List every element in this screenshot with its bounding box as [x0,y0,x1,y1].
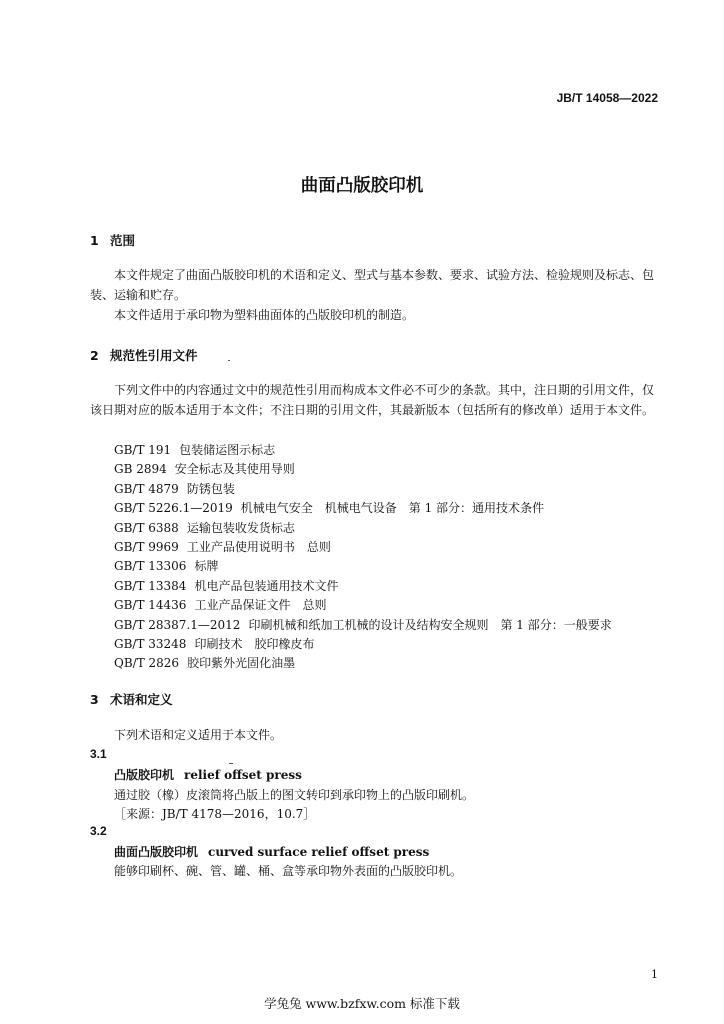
terms-intro: 下列术语和定义适用于本文件。 [114,728,283,742]
reference-code: GB/T 5226.1—2019 [114,501,233,516]
reference-item [114,654,612,673]
reference-title: 机电产品包装通用技术文件 [194,578,339,593]
reference-title: 包装储运图示标志 [179,443,276,457]
reference-code: GB/T 191 [114,443,172,457]
reference-code: QB/T 2826 [114,656,180,671]
document-title: 曲面凸版胶印机 [300,176,424,196]
scope-body [90,265,659,325]
scan-speck [228,360,230,361]
term-zh: 凸版胶印机 [114,768,175,782]
reference-item [114,596,612,615]
reference-title: 工业产品使用说明书 总则 [186,539,331,554]
reference-code: GB/T 13306 [114,559,187,574]
reference-code: GB 2894 [114,462,167,477]
reference-title: 运输包装收发货标志 [186,520,295,535]
term-entry [114,766,302,783]
reference-code: GB/T 4879 [114,481,179,496]
term-zh: 曲面凸版胶印机 [114,845,199,859]
reference-code: GB/T 13384 [114,578,187,593]
reference-item [114,635,612,654]
reference-title: 防锈包装 [186,481,235,496]
references-intro [90,380,659,420]
reference-code: GB/T 28387.1—2012 [114,617,241,632]
reference-item [114,460,612,479]
term-en: curved surface relief offset press [208,845,430,859]
paragraph: 下列文件中的内容通过文中的规范性引用而构成本文件必不可少的条款。其中，注日期的引用文件，仅该日期对应的版本适用于本文件；不注日期的引用文件，其最新版本（包括所有的修改单）适用于本文件。 [90,383,655,417]
term-definition: 通过胶（橡）皮滚筒将凸版上的图文转印到承印物上的凸版印刷机。 [114,788,475,802]
reference-list [114,441,612,674]
term-number: 3.2 [90,824,107,838]
paragraph: 本文件规定了曲面凸版胶印机的术语和定义、型式与基本参数、要求、试验方法、检验规则及标志、包装、运输和贮存。 [90,268,655,302]
term-number: 3.1 [90,747,107,761]
section-heading-normative-references [90,346,198,364]
section-number: 3 [90,692,99,707]
section-title: 范围 [110,233,136,248]
reference-item [114,519,612,538]
term-entry [114,843,429,860]
section-number: 2 [90,348,99,363]
reference-code: GB/T 9969 [114,539,179,554]
term-source: ［来源：JB/T 4178—2016，10.7］ [114,807,316,821]
reference-title: 机械电气安全 机械电气设备 第 1 部分：通用技术条件 [240,501,545,516]
term-en: relief offset press [184,768,302,782]
section-title: 规范性引用文件 [110,348,198,363]
section-title: 术语和定义 [110,692,173,707]
reference-title: 安全标志及其使用导则 [174,462,295,477]
reference-title: 印刷技术 胶印橡皮布 [194,636,315,651]
section-heading-terms [90,690,173,708]
reference-item [114,499,612,518]
reference-title: 标牌 [194,559,219,574]
reference-item [114,480,612,499]
reference-title: 胶印紫外光固化油墨 [187,656,296,671]
section-number: 1 [90,233,99,248]
section-heading-scope [90,231,135,249]
reference-item [114,557,612,576]
reference-code: GB/T 33248 [114,636,187,651]
paragraph: 本文件适用于承印物为塑料曲面体的凸版胶印机的制造。 [114,308,415,322]
term-definition: 能够印刷杯、碗、管、罐、桶、盒等承印物外表面的凸版胶印机。 [114,864,463,878]
page-number: 1 [651,968,658,981]
reference-item [114,441,612,460]
reference-title: 印刷机械和纸加工机械的设计及结构安全规则 第 1 部分：一般要求 [248,617,612,632]
reference-item [114,577,612,596]
reference-code: GB/T 14436 [114,598,187,613]
reference-code: GB/T 6388 [114,520,179,535]
reference-item [114,538,612,557]
scan-speck [229,763,233,764]
standard-code: JB/T 14058—2022 [556,91,658,105]
watermark-footer: 学兔兔 www.bzfxw.com 标准下载 [264,996,460,1011]
reference-title: 工业产品保证文件 总则 [194,598,327,613]
reference-item [114,616,612,635]
